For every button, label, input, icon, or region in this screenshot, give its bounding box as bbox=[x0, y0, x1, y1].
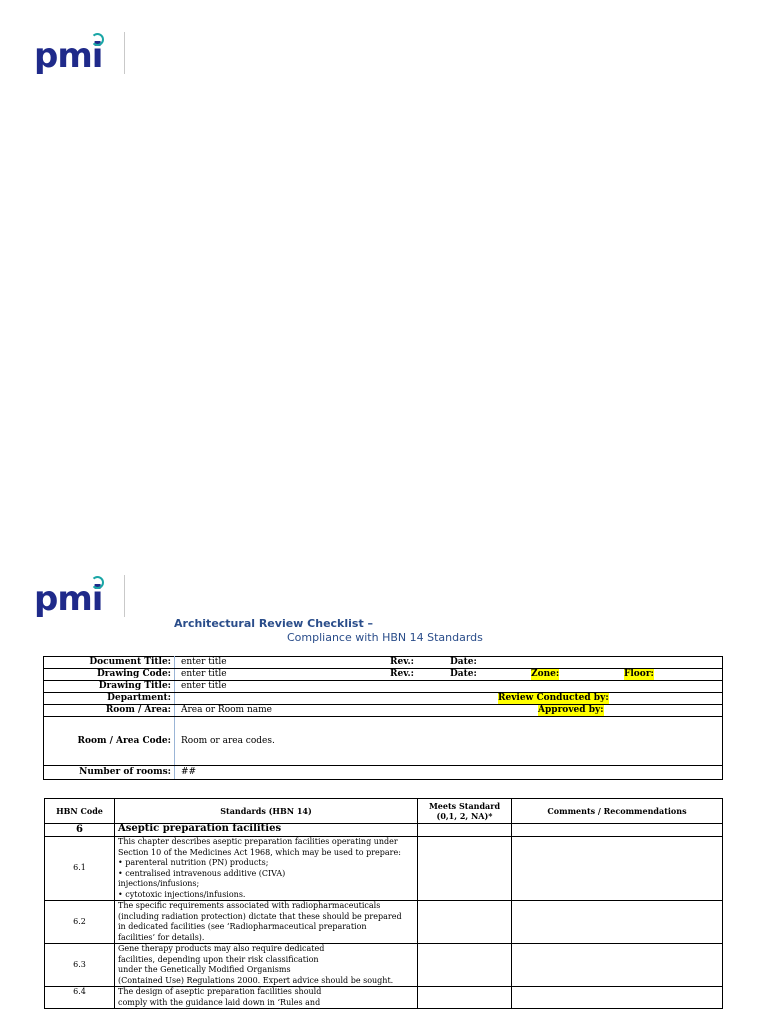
row-standard-text bbox=[115, 944, 418, 987]
text-line: • centralised intravenous additive (CIVA) bbox=[118, 868, 286, 878]
col-header-comments: Comments / Recommendations bbox=[512, 799, 723, 824]
comments-cell[interactable] bbox=[512, 987, 723, 1009]
text-line: under the Genetically Modified Organisms bbox=[118, 965, 291, 974]
section-title: Aseptic preparation facilities bbox=[115, 824, 418, 837]
text-line: facilities’ for details). bbox=[118, 932, 205, 942]
text-line: • parenteral nutrition (PN) products; bbox=[118, 858, 269, 867]
drawing-title-row bbox=[175, 681, 723, 693]
section-comments-cell bbox=[512, 824, 723, 837]
document-subheading: Compliance with HBN 14 Standards bbox=[287, 631, 483, 644]
col-header-hbn-code: HBN Code bbox=[45, 799, 115, 824]
text-line: The specific requirements associated with radiopharmaceuticals bbox=[118, 901, 381, 910]
text-line: facilities, depending upon their risk classification bbox=[118, 954, 319, 964]
zone-label: Zone: bbox=[531, 669, 560, 679]
room-area-row bbox=[175, 705, 723, 717]
room-code-row bbox=[175, 717, 723, 766]
table-row bbox=[45, 837, 723, 901]
document-title-row bbox=[175, 657, 723, 669]
logo-swirl-icon bbox=[91, 576, 104, 589]
document-title-value[interactable]: enter title bbox=[181, 657, 227, 667]
date-label: Date: bbox=[450, 657, 477, 667]
table-row bbox=[45, 901, 723, 944]
text-line: comply with the guidance laid down in ‘Rules and bbox=[118, 997, 321, 1007]
text-line: The design of aseptic preparation facilities should bbox=[118, 987, 322, 996]
comments-cell[interactable] bbox=[512, 837, 723, 901]
review-conducted-label: Review Conducted by: bbox=[498, 693, 609, 703]
document-title-label: Document Title: bbox=[44, 657, 175, 669]
logo-wordmark: pmi bbox=[34, 36, 103, 76]
table-row bbox=[45, 944, 723, 987]
drawing-title-value[interactable]: enter title bbox=[181, 681, 227, 691]
row-code: 6.3 bbox=[45, 944, 115, 987]
text-line: in dedicated facilities (see ‘Radiopharmaceutical preparation bbox=[118, 922, 367, 931]
logo-divider bbox=[124, 575, 125, 617]
row-code: 6.4 bbox=[45, 987, 115, 1009]
col-header-standards: Standards (HBN 14) bbox=[115, 799, 418, 824]
row-standard-text bbox=[115, 987, 418, 1009]
text-line: This chapter describes aseptic preparation facilities operating under bbox=[118, 837, 398, 846]
pmi-logo bbox=[20, 30, 130, 80]
meets-standard-cell[interactable] bbox=[418, 901, 512, 944]
meets-standard-cell[interactable] bbox=[418, 944, 512, 987]
logo-divider bbox=[124, 32, 125, 74]
room-code-value[interactable]: Room or area codes. bbox=[181, 735, 275, 746]
drawing-code-label: Drawing Code: bbox=[44, 669, 175, 681]
meets-header-line-1: Meets Standard bbox=[428, 801, 501, 811]
comments-cell[interactable] bbox=[512, 944, 723, 987]
standards-checklist-table bbox=[44, 798, 723, 1009]
drawing-code-value[interactable]: enter title bbox=[181, 669, 227, 679]
text-line: (including radiation protection) dictate that these should be prepared bbox=[118, 911, 402, 921]
rooms-row bbox=[175, 766, 723, 780]
date-label: Date: bbox=[450, 669, 477, 679]
comments-cell[interactable] bbox=[512, 901, 723, 944]
row-standard-text bbox=[115, 901, 418, 944]
room-code-label: Room / Area Code: bbox=[44, 717, 175, 766]
text-line: • cytotoxic injections/infusions. bbox=[118, 889, 246, 899]
row-code: 6.2 bbox=[45, 901, 115, 944]
section-meets-cell bbox=[418, 824, 512, 837]
row-standard-text bbox=[115, 837, 418, 901]
drawing-title-label: Drawing Title: bbox=[44, 681, 175, 693]
text-line: Gene therapy products may also require dedicated bbox=[118, 944, 325, 953]
meets-standard-cell[interactable] bbox=[418, 837, 512, 901]
rev-label: Rev.: bbox=[390, 669, 414, 679]
document-heading: Architectural Review Checklist – bbox=[174, 617, 374, 630]
table-row bbox=[45, 987, 723, 1009]
text-line: Section 10 of the Medicines Act 1968, which may be used to prepare: bbox=[118, 847, 401, 857]
meets-header-line-2: (0,1, 2, NA)* bbox=[436, 811, 493, 821]
meets-standard-cell[interactable] bbox=[418, 987, 512, 1009]
drawing-code-row bbox=[175, 669, 723, 681]
room-area-value[interactable]: Area or Room name bbox=[181, 705, 272, 715]
document-info-table bbox=[43, 656, 723, 780]
text-line: injections/infusions; bbox=[118, 879, 200, 888]
rev-label: Rev.: bbox=[390, 657, 414, 667]
logo-swirl-icon bbox=[91, 33, 104, 46]
text-line: (Contained Use) Regulations 2000. Expert advice should be sought. bbox=[118, 975, 394, 985]
rooms-value[interactable]: ## bbox=[181, 767, 197, 777]
col-header-meets-standard bbox=[418, 799, 512, 824]
section-code: 6 bbox=[45, 824, 115, 837]
floor-label: Floor: bbox=[624, 669, 654, 679]
logo-wordmark: pmi bbox=[34, 579, 103, 619]
approved-by-label: Approved by: bbox=[538, 705, 604, 715]
pmi-logo-page-2 bbox=[20, 573, 130, 623]
department-row bbox=[175, 693, 723, 705]
row-code: 6.1 bbox=[45, 837, 115, 901]
department-label: Department: bbox=[44, 693, 175, 705]
room-area-label: Room / Area: bbox=[44, 705, 175, 717]
rooms-label: Number of rooms: bbox=[44, 766, 175, 780]
